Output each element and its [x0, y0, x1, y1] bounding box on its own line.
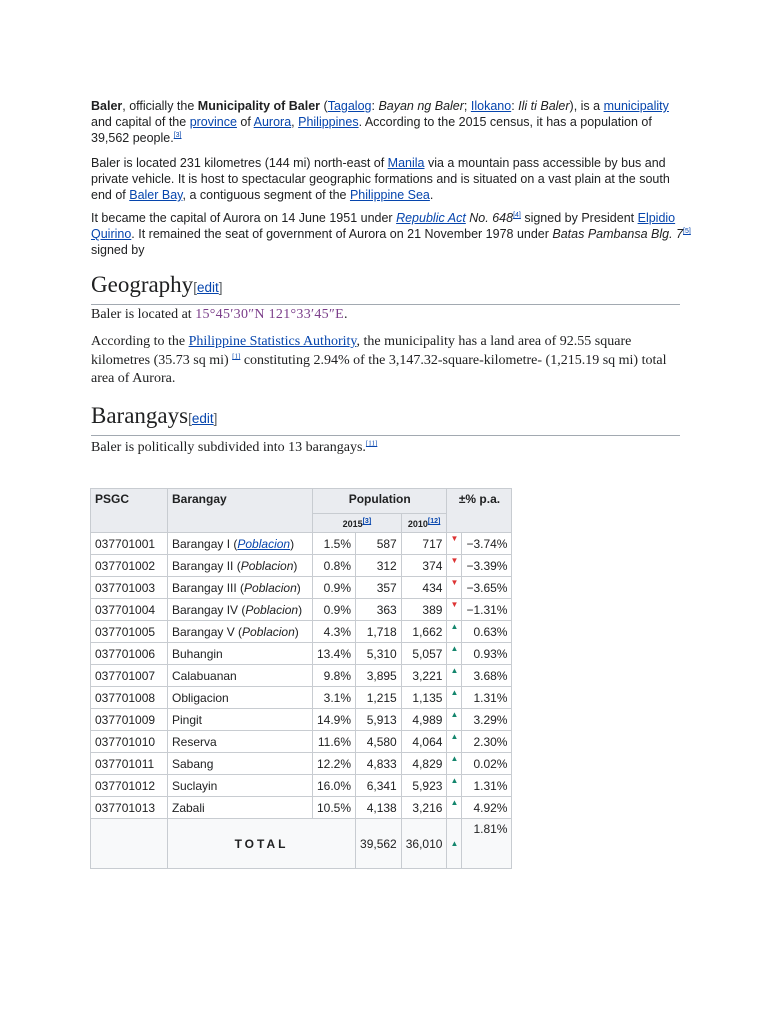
barangay-name: Suclayin — [168, 775, 313, 797]
population-share: 9.8% — [313, 665, 356, 687]
population-2010: 3,221 — [401, 665, 447, 687]
population-2010: 389 — [401, 599, 447, 621]
reference-link[interactable]: [11] — [365, 439, 378, 448]
total-label: TOTAL — [168, 819, 356, 869]
trend-up-icon: ▲ — [447, 643, 462, 665]
barangays-paragraph: Baler is politically subdivided into 13 barangays.[11] — [91, 439, 378, 455]
psgc-code: 037701005 — [91, 621, 168, 643]
link-province[interactable]: province — [189, 115, 237, 129]
header-barangay: Barangay — [168, 489, 313, 533]
geography-paragraph-1: Baler is located at 15°45′30″N 121°33′45″E. — [91, 307, 348, 322]
link-psa[interactable]: Philippine Statistics Authority — [188, 334, 357, 349]
population-2015: 4,138 — [356, 797, 402, 819]
population-2010: 4,064 — [401, 731, 447, 753]
intro-paragraph-3: It became the capital of Aurora on 14 June 1951 under Republic Act No. 648[4] signed by President Elpidio Quirino. It remained the seat of government of Aurora on 21 November 1978 under Batas Pambansa Blg. 7[5] signed by — [91, 211, 691, 257]
barangay-name: Barangay I (Poblacion) — [168, 533, 313, 555]
population-2010: 374 — [401, 555, 447, 577]
table-row — [91, 709, 512, 731]
reference-link[interactable]: [3] — [362, 518, 372, 525]
psgc-code: 037701007 — [91, 665, 168, 687]
edit-link-barangays[interactable]: edit — [191, 411, 214, 426]
header-change: ±% p.a. — [447, 489, 512, 533]
table-row — [91, 533, 512, 555]
population-2010: 3,216 — [401, 797, 447, 819]
barangay-name: Sabang — [168, 753, 313, 775]
table-row — [91, 665, 512, 687]
intro-paragraph-2: Baler is located 231 kilometres (144 mi) north-east of Manila via a mountain pass accessible by bus and private vehicle. It is host to spectacular geographic formations and is situated on a vast plain at the south end of Baler Bay, a contiguous segment of the Philippine Sea. — [91, 156, 670, 202]
population-2010: 1,662 — [401, 621, 447, 643]
reference-link[interactable]: [4] — [513, 211, 521, 219]
annual-change: −3.65% — [462, 577, 512, 599]
trend-up-icon: ▲ — [447, 753, 462, 775]
link-baler-bay[interactable]: Baler Bay — [129, 188, 183, 202]
link-poblacion[interactable]: Poblacion — [237, 536, 291, 551]
annual-change: −3.74% — [462, 533, 512, 555]
annual-change: 1.31% — [462, 775, 512, 797]
population-2015: 357 — [356, 577, 402, 599]
annual-change: 3.29% — [462, 709, 512, 731]
link-republic-act[interactable]: Republic Act — [396, 211, 466, 225]
total-pop-2015: 39,562 — [356, 819, 402, 869]
table-row — [91, 753, 512, 775]
link-municipality[interactable]: municipality — [603, 99, 669, 113]
reference-link[interactable]: [5] — [683, 227, 691, 235]
annual-change: 0.02% — [462, 753, 512, 775]
trend-down-icon: ▼ — [447, 599, 462, 621]
population-share: 4.3% — [313, 621, 356, 643]
table-row — [91, 621, 512, 643]
population-2015: 3,895 — [356, 665, 402, 687]
barangay-name: Calabuanan — [168, 665, 313, 687]
total-pop-2010: 36,010 — [401, 819, 447, 869]
population-2015: 587 — [356, 533, 402, 555]
psgc-code: 037701008 — [91, 687, 168, 709]
edit-section-link: [edit] — [188, 411, 218, 426]
psgc-code: 037701001 — [91, 533, 168, 555]
psgc-code: 037701011 — [91, 753, 168, 775]
table-row — [91, 577, 512, 599]
population-share: 10.5% — [313, 797, 356, 819]
reference-link[interactable]: [12] — [427, 518, 441, 525]
population-2015: 4,833 — [356, 753, 402, 775]
population-2015: 363 — [356, 599, 402, 621]
barangay-name: Barangay III (Poblacion) — [168, 577, 313, 599]
psgc-code: 037701002 — [91, 555, 168, 577]
edit-section-link: [edit] — [193, 280, 223, 295]
population-2015: 4,580 — [356, 731, 402, 753]
barangay-table — [90, 488, 512, 869]
trend-up-icon: ▲ — [447, 775, 462, 797]
trend-up-icon: ▲ — [447, 797, 462, 819]
population-share: 12.2% — [313, 753, 356, 775]
population-share: 3.1% — [313, 687, 356, 709]
trend-down-icon: ▼ — [447, 577, 462, 599]
trend-up-icon: ▲ — [447, 621, 462, 643]
population-2010: 434 — [401, 577, 447, 599]
annual-change: 0.93% — [462, 643, 512, 665]
population-share: 0.9% — [313, 577, 356, 599]
trend-down-icon: ▼ — [447, 555, 462, 577]
annual-change: 2.30% — [462, 731, 512, 753]
table-row — [91, 775, 512, 797]
table-row — [91, 643, 512, 665]
annual-change: −3.39% — [462, 555, 512, 577]
barangay-name: Zabali — [168, 797, 313, 819]
trend-up-icon: ▲ — [447, 687, 462, 709]
official-name: Municipality of Baler — [197, 99, 321, 113]
link-tagalog[interactable]: Tagalog — [327, 99, 372, 113]
barangay-name: Pingit — [168, 709, 313, 731]
link-elpidio-quirino[interactable]: Elpidio Quirino — [91, 211, 676, 241]
coordinates-link[interactable]: 15°45′30″N 121°33′45″E — [195, 307, 344, 322]
population-share: 13.4% — [313, 643, 356, 665]
annual-change: 0.63% — [462, 621, 512, 643]
header-2010: 2010[12] — [401, 514, 447, 533]
header-population: Population — [313, 489, 447, 514]
population-2010: 717 — [401, 533, 447, 555]
trend-up-icon: ▲ — [447, 709, 462, 731]
barangay-name: Barangay V (Poblacion) — [168, 621, 313, 643]
population-2015: 5,913 — [356, 709, 402, 731]
table-row — [91, 555, 512, 577]
barangay-table-body — [91, 533, 512, 819]
population-2015: 312 — [356, 555, 402, 577]
population-share: 0.9% — [313, 599, 356, 621]
population-2015: 5,310 — [356, 643, 402, 665]
header-2015: 2015[3] — [313, 514, 402, 533]
trend-up-icon: ▲ — [447, 731, 462, 753]
header-psgc: PSGC — [91, 489, 168, 533]
annual-change: 3.68% — [462, 665, 512, 687]
table-row — [91, 599, 512, 621]
population-share: 0.8% — [313, 555, 356, 577]
population-2010: 4,989 — [401, 709, 447, 731]
total-row — [91, 819, 512, 869]
barangay-name: Obligacion — [168, 687, 313, 709]
psgc-code: 037701012 — [91, 775, 168, 797]
population-share: 14.9% — [313, 709, 356, 731]
annual-change: −1.31% — [462, 599, 512, 621]
population-2015: 1,215 — [356, 687, 402, 709]
link-philippine-sea[interactable]: Philippine Sea — [349, 188, 430, 202]
section-heading-geography: Geography[edit] — [91, 271, 680, 305]
edit-link-geography[interactable]: edit — [196, 280, 219, 295]
psgc-code: 037701003 — [91, 577, 168, 599]
section-heading-barangays: Barangays[edit] — [91, 402, 680, 436]
psgc-code: 037701009 — [91, 709, 168, 731]
population-2010: 4,829 — [401, 753, 447, 775]
population-2010: 5,057 — [401, 643, 447, 665]
psgc-code: 037701010 — [91, 731, 168, 753]
population-2015: 1,718 — [356, 621, 402, 643]
population-share: 1.5% — [313, 533, 356, 555]
table-row — [91, 731, 512, 753]
barangay-name: Barangay IV (Poblacion) — [168, 599, 313, 621]
barangay-name: Buhangin — [168, 643, 313, 665]
reference-link[interactable]: [3] — [173, 131, 182, 139]
annual-change: 1.31% — [462, 687, 512, 709]
article-subject: Baler — [91, 99, 123, 113]
total-change: 1.81% — [462, 819, 512, 869]
trend-up-icon: ▲ — [447, 819, 462, 869]
psgc-code: 037701004 — [91, 599, 168, 621]
link-manila[interactable]: Manila — [387, 156, 425, 170]
table-row — [91, 687, 512, 709]
barangay-name: Barangay II (Poblacion) — [168, 555, 313, 577]
population-2010: 1,135 — [401, 687, 447, 709]
reference-link[interactable]: [1] — [232, 351, 241, 360]
table-row — [91, 797, 512, 819]
population-share: 16.0% — [313, 775, 356, 797]
link-ilokano[interactable]: Ilokano — [470, 99, 512, 113]
population-2010: 5,923 — [401, 775, 447, 797]
population-share: 11.6% — [313, 731, 356, 753]
population-2015: 6,341 — [356, 775, 402, 797]
link-aurora[interactable]: Aurora — [253, 115, 292, 129]
barangay-name: Reserva — [168, 731, 313, 753]
intro-paragraph-1: Baler, officially the Municipality of Baler (Tagalog: Bayan ng Baler; Ilokano: Ili ti Baler), is a municipality and capital of the province of Aurora, Philippines. According to the 2015 census, it has a population of 39,562 people.[3] — [91, 99, 669, 145]
annual-change: 4.92% — [462, 797, 512, 819]
link-philippines[interactable]: Philippines — [298, 115, 359, 129]
trend-up-icon: ▲ — [447, 665, 462, 687]
psgc-code: 037701013 — [91, 797, 168, 819]
trend-down-icon: ▼ — [447, 533, 462, 555]
geography-paragraph-2: According to the Philippine Statistics Authority, the municipality has a land area of 92.55 square kilometres (35.73 sq mi) [1] constituting 2.94% of the 3,147.32-square-kilometre- (1,215.19 sq mi) total area of Aurora. — [91, 334, 667, 386]
psgc-code: 037701006 — [91, 643, 168, 665]
